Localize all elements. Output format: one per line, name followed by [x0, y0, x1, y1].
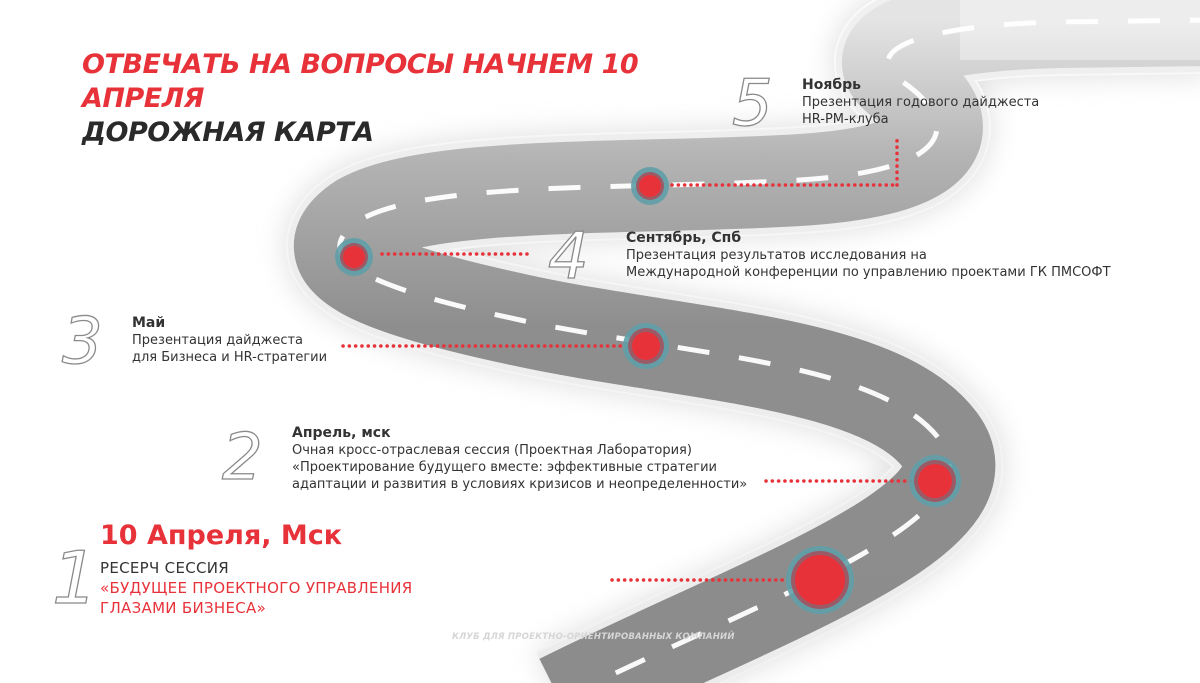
milestone-text: ГЛАЗАМИ БИЗНЕСА»: [100, 599, 267, 617]
milestone-subtitle: РЕСЕРЧ СЕССИЯ: [100, 559, 230, 577]
milestone-text: «Проектирование будущего вместе: эффективные стратегии: [292, 460, 717, 475]
milestone-number: 1: [52, 536, 98, 620]
milestone-text: для Бизнеса и HR-стратегии: [132, 350, 328, 365]
title-line-2: АПРЕЛЯ: [82, 83, 204, 114]
milestone-number: 3: [62, 305, 103, 379]
milestone-number: 4: [548, 220, 589, 294]
milestone-heading: 10 Апреля, Мск: [100, 520, 343, 551]
page-title: [82, 48, 638, 150]
milestone-text: HR-PM-клуба: [802, 112, 889, 127]
marker-5: [631, 167, 669, 205]
footer-club-name: КЛУБ ДЛЯ ПРОЕКТНО-ОРИЕНТИРОВАННЫХ КОМПАНИЙ: [452, 632, 735, 642]
milestone-text: адаптации и развития в условиях кризисов и неопределенности»: [292, 477, 748, 492]
milestone-number: 2: [222, 421, 263, 495]
marker-1: [786, 546, 854, 614]
milestone-text: «БУДУЩЕЕ ПРОЕКТНОГО УПРАВЛЕНИЯ: [100, 579, 413, 597]
milestone-heading: Май: [132, 315, 166, 331]
milestone-text: Презентация дайджеста: [132, 333, 304, 348]
milestone-text: Презентация годового дайджеста: [802, 95, 1040, 110]
milestone-text: Очная кросс-отраслевая сессия (Проектная Лаборатория): [292, 443, 692, 458]
milestone-heading: Сентябрь, Спб: [626, 230, 742, 246]
marker-2: [909, 455, 961, 507]
milestone-text: Презентация результатов исследования на: [626, 248, 927, 263]
marker-4: [335, 238, 373, 276]
milestone-text: Международной конференции по управлению проектами ГК ПМСОФТ: [626, 265, 1111, 280]
milestone-number: 5: [732, 67, 773, 141]
milestone-heading: Ноябрь: [802, 77, 861, 93]
title-line-3: ДОРОЖНАЯ КАРТА: [82, 117, 374, 148]
marker-3: [623, 323, 669, 369]
title-line-1: ОТВЕЧАТЬ НА ВОПРОСЫ НАЧНЕМ 10: [82, 49, 639, 80]
milestone-heading: Апрель, мск: [292, 425, 391, 441]
